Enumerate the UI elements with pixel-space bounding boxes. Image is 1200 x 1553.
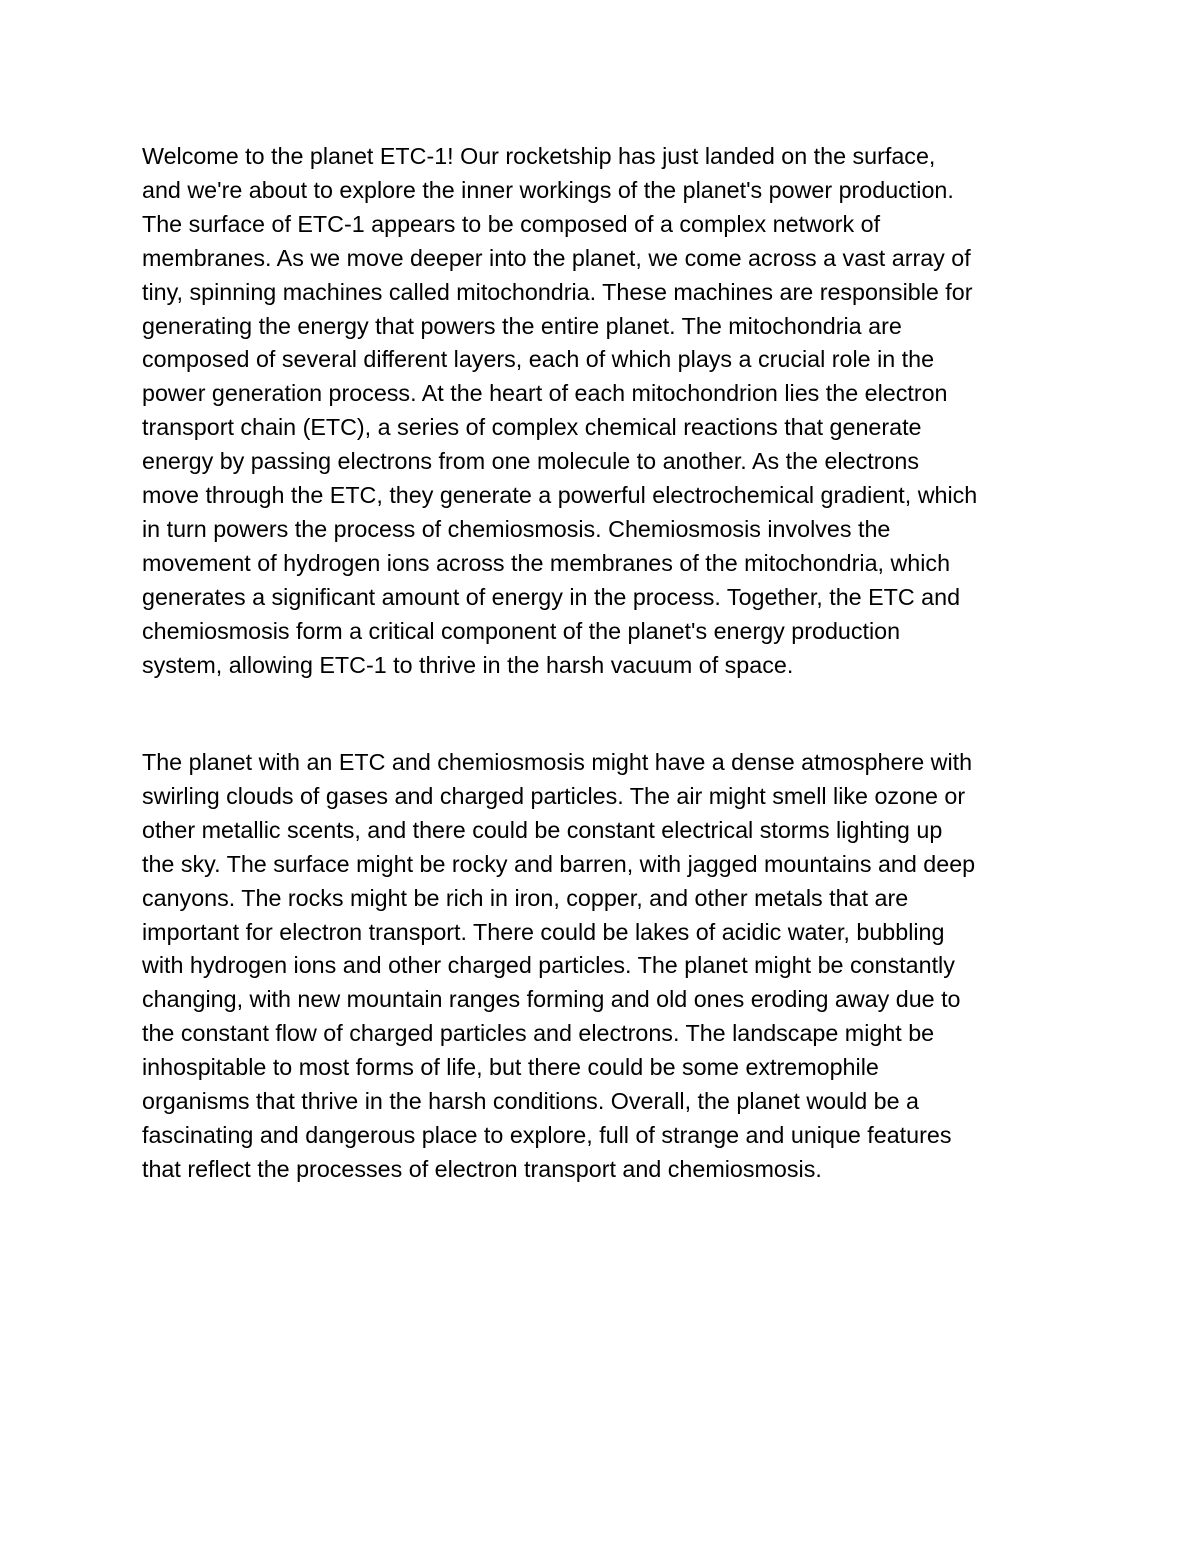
paragraph-planet-description: The planet with an ETC and chemiosmosis might have a dense atmosphere with swirling clouds of gases and charged particles. The air might smell like ozone or other metallic scents, and there could be constant electrical storms lighting up the sky. The surface might be rocky and barren, with jagged mountains and deep canyons. The rocks might be rich in iron, copper, and other metals that are important for electron transport. There could be lakes of acidic water, bubbling with hydrogen ions and other charged particles. The planet might be constantly changing, with new mountain ranges forming and old ones eroding away due to the constant flow of charged particles and electrons. The landscape might be inhospitable to most forms of life, but there could be some extremophile organisms that thrive in the harsh conditions. Overall, the planet would be a fascinating and dangerous place to explore, full of strange and unique features that reflect the processes of electron transport and chemiosmosis.: [142, 749, 976, 1182]
paragraph-intro: Welcome to the planet ETC-1! Our rocketship has just landed on the surface, and we're about to explore the inner workings of the planet's power production. The surface of ETC-1 appears to be composed of a complex network of membranes. As we move deeper into the planet, we come across a vast array of tiny, spinning machines called mitochondria. These machines are responsible for generating the energy that powers the entire planet. The mitochondria are composed of several different layers, each of which plays a crucial role in the power generation process. At the heart of each mitochondrion lies the electron transport chain (ETC), a series of complex chemical reactions that generate energy by passing electrons from one molecule to another. As the electrons move through the ETC, they generate a powerful electrochemical gradient, which in turn powers the process of chemiosmosis. Chemiosmosis involves the movement of hydrogen ions across the membranes of the mitochondria, which generates a significant amount of energy in the process. Together, the ETC and chemiosmosis form a critical component of the planet's energy production system, allowing ETC-1 to thrive in the harsh vacuum of space.: [142, 143, 978, 678]
